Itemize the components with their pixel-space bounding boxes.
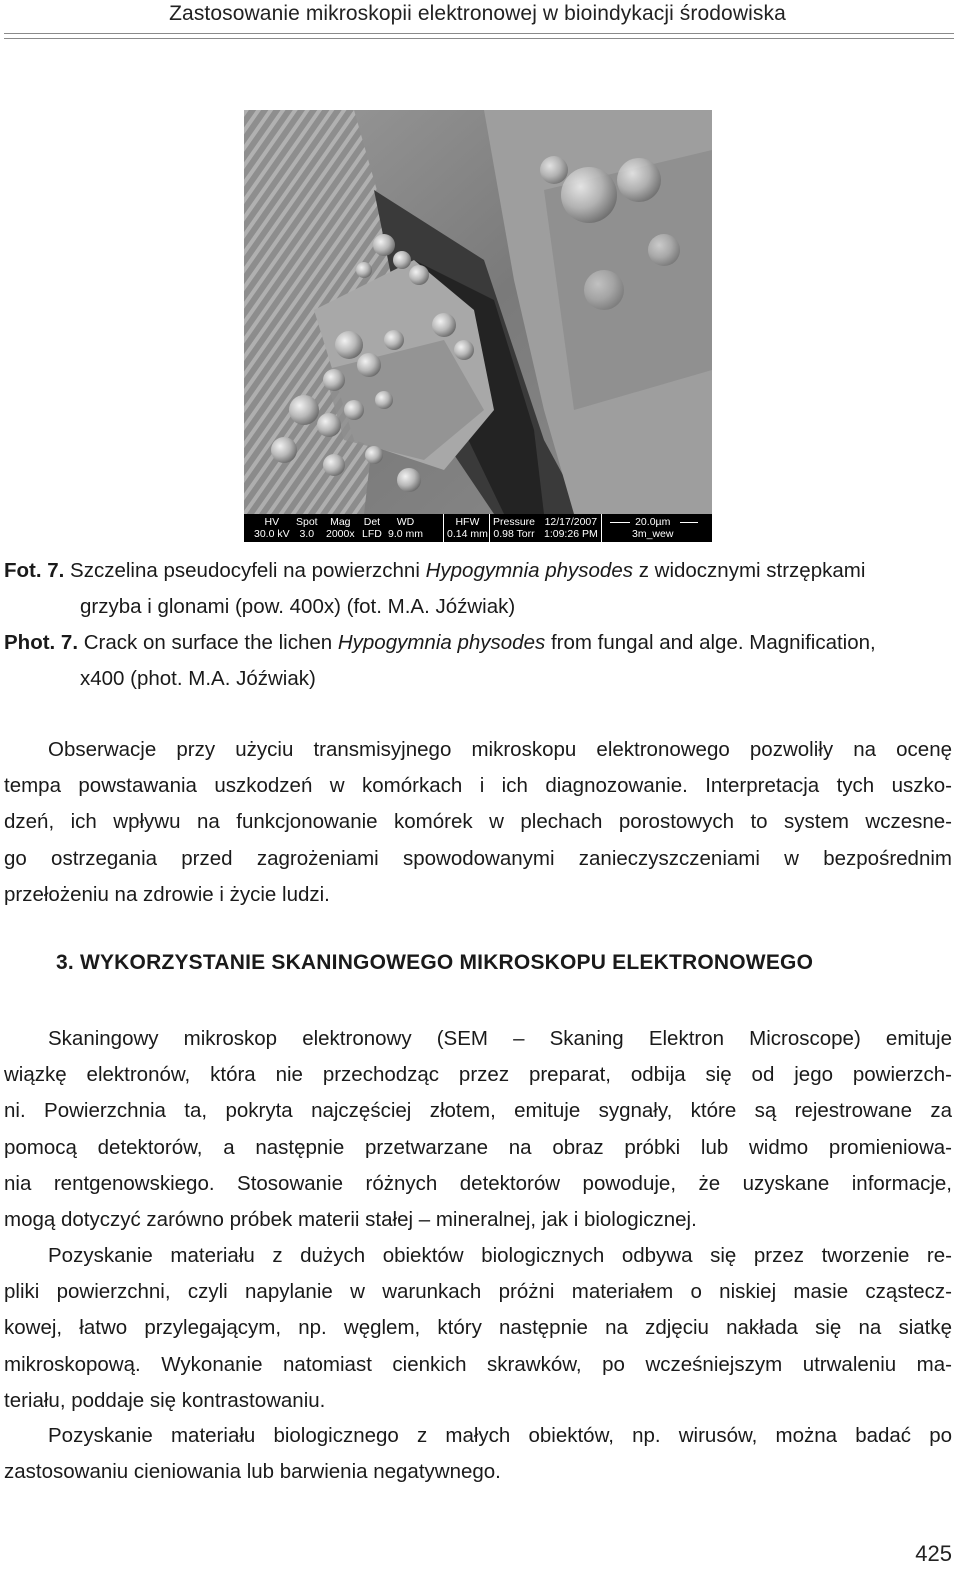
running-header-title: Zastosowanie mikroskopii elektronowej w bioindykacji środowiska <box>169 2 786 25</box>
sem-separator <box>601 514 602 542</box>
sem-separator <box>443 514 444 542</box>
sem-hfw: HFW 0.14 mm <box>447 516 488 540</box>
scale-bar-right <box>680 522 698 523</box>
paragraph-large-objects: Pozyskanie materiału z dużych obiektów biologicznych odbywa się przez tworzenie re- pliki powierzchni, czyli napylanie w warunkach próżni materiałem o niskiej masie cząstecz- kowej, łatwo przylegającym, np. węglem, który następnie na zdjęciu nakłada się na siatkę mikroskopową. Wykonanie natomiast cienkich skrawków, po wcześniejszym utrwaleniu ma- teriału, poddaje się kontrastowaniu. <box>4 1244 952 1412</box>
paragraph-sem-description: Skaningowy mikroskop elektronowy (SEM – Skaning Elektron Microscope) emituje wiązkę elektronów, która nie przechodząc przez preparat, odbija się od jego powierzch- ni. Powierzchnia ta, pokryta najczęściej złotem, emituje sygnały, które są rejestrowane za pomocą detektorów, a następnie przetwarzane na obraz próbki lub widmo promieniowa- nia rentgenowskiego. Stosowanie różnych detektorów powoduje, że uzyskane informacje, mogą dotyczyć zarówno próbek materii stałej – mineralnej, jak i biologicznej. <box>4 1027 952 1232</box>
sem-scale: 20.0µm 3m_wew <box>632 516 674 540</box>
sem-mag: Mag 2000x <box>326 516 355 540</box>
scale-bar-left <box>610 522 630 523</box>
sem-pressure: Pressure 0.98 Torr <box>493 516 536 540</box>
sem-hv: HV 30.0 kV <box>254 516 290 540</box>
sem-separator <box>489 514 490 542</box>
header-rule-top <box>4 33 954 34</box>
section-heading: 3. WYKORZYSTANIE SKANINGOWEGO MIKROSKOPU ELEKTRONOWEGO <box>56 951 814 974</box>
sem-det: Det LFD <box>362 516 382 540</box>
sem-micrograph <box>244 110 712 542</box>
page-number: 425 <box>915 1541 952 1566</box>
sem-info-bar <box>244 514 712 542</box>
sem-datetime: 12/17/2007 1:09:26 PM <box>544 516 598 540</box>
sem-micrograph-image <box>244 110 712 514</box>
figure-caption-en: Phot. 7. Crack on surface the lichen Hypogymnia physodes from fungal and alge. Magnification, x400 (phot. M.A. Jóźwiak) <box>4 631 876 690</box>
sem-spot: Spot 3.0 <box>296 516 318 540</box>
sem-wd: WD 9.0 mm <box>388 516 424 540</box>
paragraph-tem-observations: Obserwacje przy użyciu transmisyjnego mikroskopu elektronowego pozwoliły na ocenę tempa powstawania uszkodzeń w komórkach i ich diagnozowanie. Interpretacja tych uszko- dzeń, ich wpływu na funkcjonowanie komórek w plechach porostowych to system wczesne- go ostrzegania przed zagrożeniami spowodowanymi zanieczyszczeniami w bezpośrednim przełożeniu na zdrowie i życie ludzi. <box>4 738 952 906</box>
header-rule-bottom <box>4 38 954 39</box>
figure-caption-pl: Fot. 7. Szczelina pseudocyfeli na powierzchni Hypogymnia physodes z widocznymi strzępkami grzyba i glonami (pow. 400x) (fot. M.A. Jóźwiak) <box>4 559 866 618</box>
paragraph-small-objects: Pozyskanie materiału biologicznego z małych obiektów, np. wirusów, można badać po zastosowaniu cieniowania lub barwienia negatywnego. <box>4 1424 952 1484</box>
